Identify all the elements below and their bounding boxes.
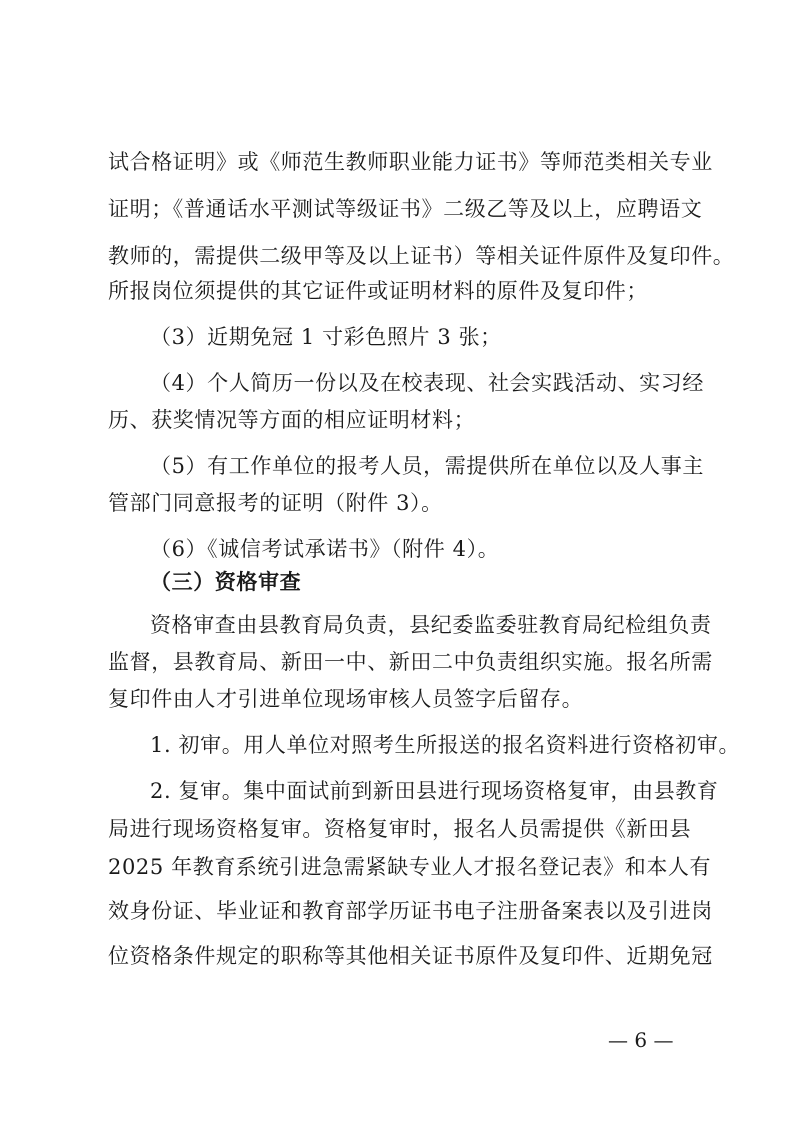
body-text-line: 管部门同意报考的证明（附件 3）。 [108, 491, 443, 515]
body-text-line: 效身份证、毕业证和教育部学历证书电子注册备案表以及引进岗 [108, 899, 713, 923]
section-heading: （三）资格审查 [150, 570, 302, 594]
body-text-line: 2025 年教育系统引进急需紧缺专业人才报名登记表》和本人有 [108, 855, 712, 879]
body-text-line: 试合格证明》或《师范生教师职业能力证书》等师范类相关专业 [108, 150, 713, 174]
body-text-line: 教师的，需提供二级甲等及以上证书）等相关证件原件及复印件。 [108, 244, 735, 268]
list-item-3: （3）近期免冠 1 寸彩色照片 3 张； [150, 325, 502, 349]
body-text-line: 复印件由人才引进单位现场审核人员签字后留存。 [108, 687, 584, 711]
body-text-line: 局进行现场资格复审。资格复审时，报名人员需提供《新田县 [108, 817, 692, 841]
body-text-line: 所报岗位须提供的其它证件或证明材料的原件及复印件； [108, 279, 648, 303]
page-number: — 6 — [608, 1028, 674, 1052]
list-item-5: （5）有工作单位的报考人员，需提供所在单位以及人事主 [150, 454, 704, 478]
numbered-item-2: 2. 复审。集中面试前到新田县进行现场资格复审，由县教育 [150, 779, 719, 803]
list-item-6: （6）《诚信考试承诺书》（附件 4）。 [150, 537, 500, 561]
body-text-line: 监督，县教育局、新田一中、新田二中负责组织实施。报名所需 [108, 650, 713, 674]
body-text-line: 资格审查由县教育局负责，县纪委监委驻教育局纪检组负责 [150, 613, 712, 637]
body-text-line: 证明；《普通话水平测试等级证书》二级乙等及以上，应聘语文 [108, 197, 703, 221]
numbered-item-1: 1. 初审。用人单位对照考生所报送的报名资料进行资格初审。 [150, 733, 741, 757]
list-item-4: （4）个人简历一份以及在校表现、社会实践活动、实习经 [150, 371, 704, 395]
body-text-line: 位资格条件规定的职称等其他相关证书原件及复印件、近期免冠 [108, 944, 713, 968]
body-text-line: 历、获奖情况等方面的相应证明材料； [108, 408, 476, 432]
